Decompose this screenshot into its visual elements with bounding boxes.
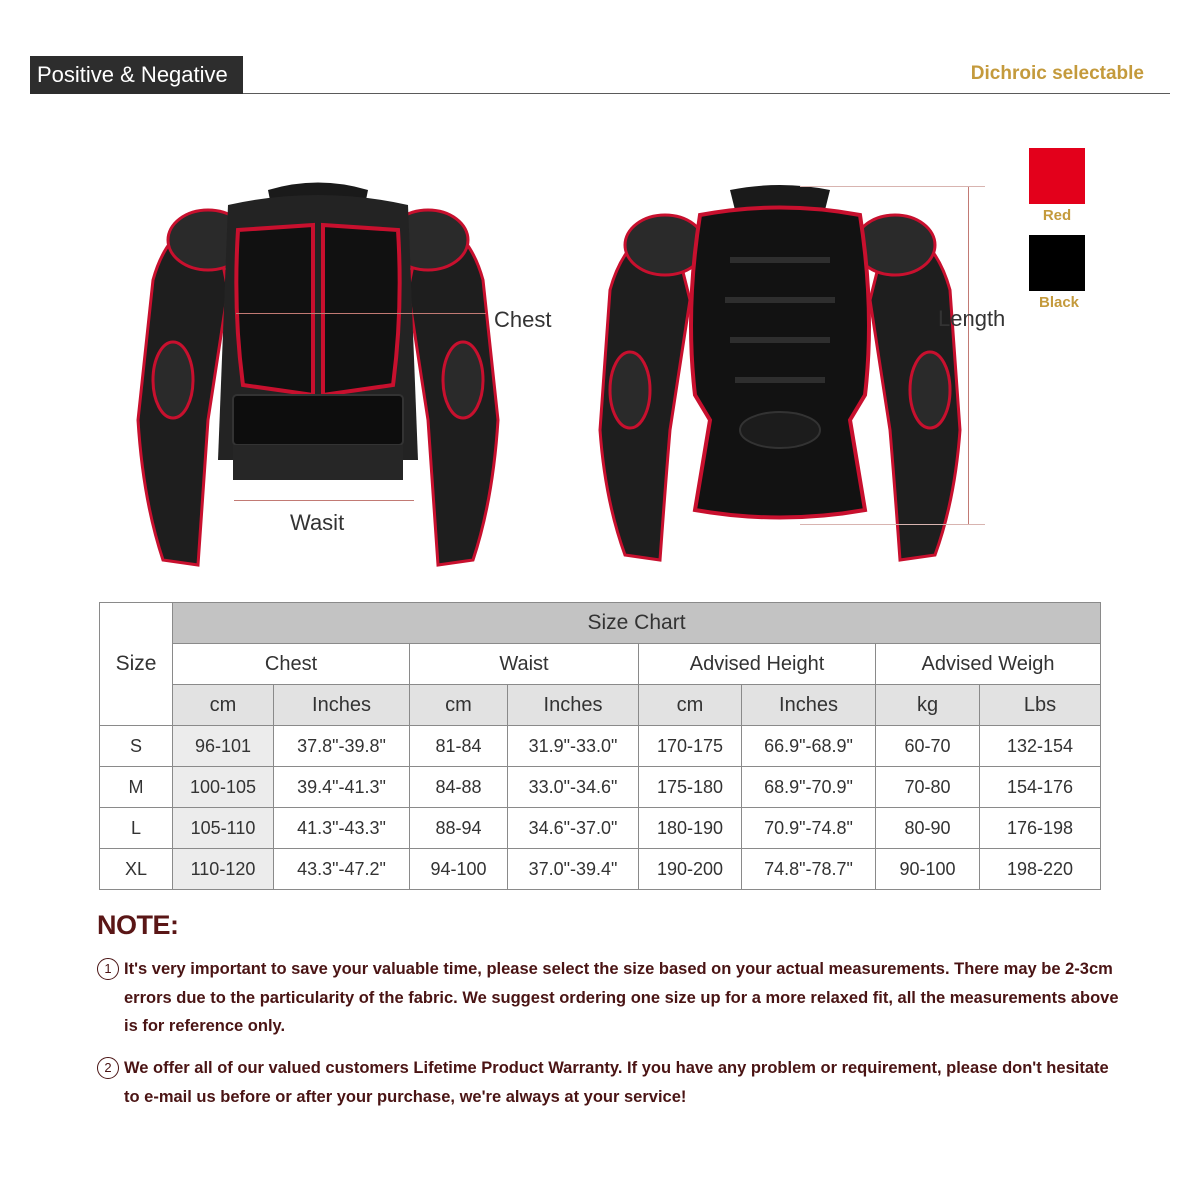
size-cell: M [100,767,173,808]
length-bottom-guide [800,524,985,525]
group-chest: Chest [173,644,410,685]
table-cell: 37.0"-39.4" [508,849,639,890]
note-text: It's very important to save your valuable time, please select the size based on your actual measurements. There may be 2-3cm errors due to the particularity of the fabric. We suggest ordering one size up for a more relaxed fit, all the measurements above is for reference only. [124,960,1119,1035]
table-cell: 96-101 [173,726,274,767]
table-cell: 66.9"-68.9" [742,726,876,767]
note-text: We offer all of our valued customers Lifetime Product Warranty. If you have any problem or requirement, please don't hesitate to e-mail us before or after your purchase, we're always at your service! [124,1059,1109,1106]
header-title-tab: Positive & Negative [30,56,243,94]
table-row [100,849,1101,890]
table-row [100,726,1101,767]
table-cell: 70-80 [876,767,980,808]
color-label-red: Red [1042,207,1072,224]
table-cell: 81-84 [410,726,508,767]
header-divider [243,93,1170,94]
size-cell: XL [100,849,173,890]
color-label-black: Black [1038,294,1080,311]
table-cell: 175-180 [639,767,742,808]
jacket-back-image [580,180,980,600]
waist-measure-line [234,500,414,501]
length-label: Length [938,306,1006,331]
table-cell: 100-105 [173,767,274,808]
note-item-1 [97,955,1127,1041]
unit-header: Inches [274,685,410,726]
table-cell: 34.6"-37.0" [508,808,639,849]
group-waist: Waist [410,644,639,685]
color-swatch-red[interactable] [1029,148,1085,204]
group-advised-weight: Advised Weigh [876,644,1101,685]
table-row [100,808,1101,849]
waist-label: Wasit [290,510,345,535]
unit-header: Lbs [980,685,1101,726]
table-cell: 39.4"-41.3" [274,767,410,808]
size-cell: S [100,726,173,767]
table-cell: 198-220 [980,849,1101,890]
header-subtitle: Dichroic selectable [970,63,1144,84]
table-cell: 176-198 [980,808,1101,849]
table-cell: 70.9"-74.8" [742,808,876,849]
table-cell: 74.8"-78.7" [742,849,876,890]
table-cell: 105-110 [173,808,274,849]
length-top-guide [800,186,985,187]
circled-number-marker: 1 [97,958,119,980]
size-chart-title: Size Chart [173,603,1101,644]
table-cell: 84-88 [410,767,508,808]
note-item-2 [97,1054,1127,1111]
chest-measure-line [236,313,486,314]
table-cell: 190-200 [639,849,742,890]
length-measure-line [968,186,969,524]
unit-header: Inches [508,685,639,726]
table-cell: 90-100 [876,849,980,890]
unit-header: Inches [742,685,876,726]
unit-header: cm [173,685,274,726]
table-cell: 180-190 [639,808,742,849]
table-cell: 37.8"-39.8" [274,726,410,767]
table-cell: 170-175 [639,726,742,767]
table-row [100,767,1101,808]
table-cell: 43.3"-47.2" [274,849,410,890]
table-cell: 31.9"-33.0" [508,726,639,767]
table-cell: 88-94 [410,808,508,849]
unit-header: cm [639,685,742,726]
size-cell: L [100,808,173,849]
note-title: NOTE: [97,910,179,940]
group-advised-height: Advised Height [639,644,876,685]
unit-header: kg [876,685,980,726]
table-cell: 33.0"-34.6" [508,767,639,808]
size-header: Size [100,603,173,726]
table-cell: 110-120 [173,849,274,890]
table-cell: 154-176 [980,767,1101,808]
chest-label: Chest [494,307,552,332]
table-cell: 41.3"-43.3" [274,808,410,849]
size-chart-table [99,602,1101,890]
unit-header: cm [410,685,508,726]
table-cell: 68.9"-70.9" [742,767,876,808]
circled-number-marker: 2 [97,1057,119,1079]
table-cell: 132-154 [980,726,1101,767]
table-cell: 60-70 [876,726,980,767]
table-cell: 94-100 [410,849,508,890]
table-cell: 80-90 [876,808,980,849]
color-swatch-black[interactable] [1029,235,1085,291]
